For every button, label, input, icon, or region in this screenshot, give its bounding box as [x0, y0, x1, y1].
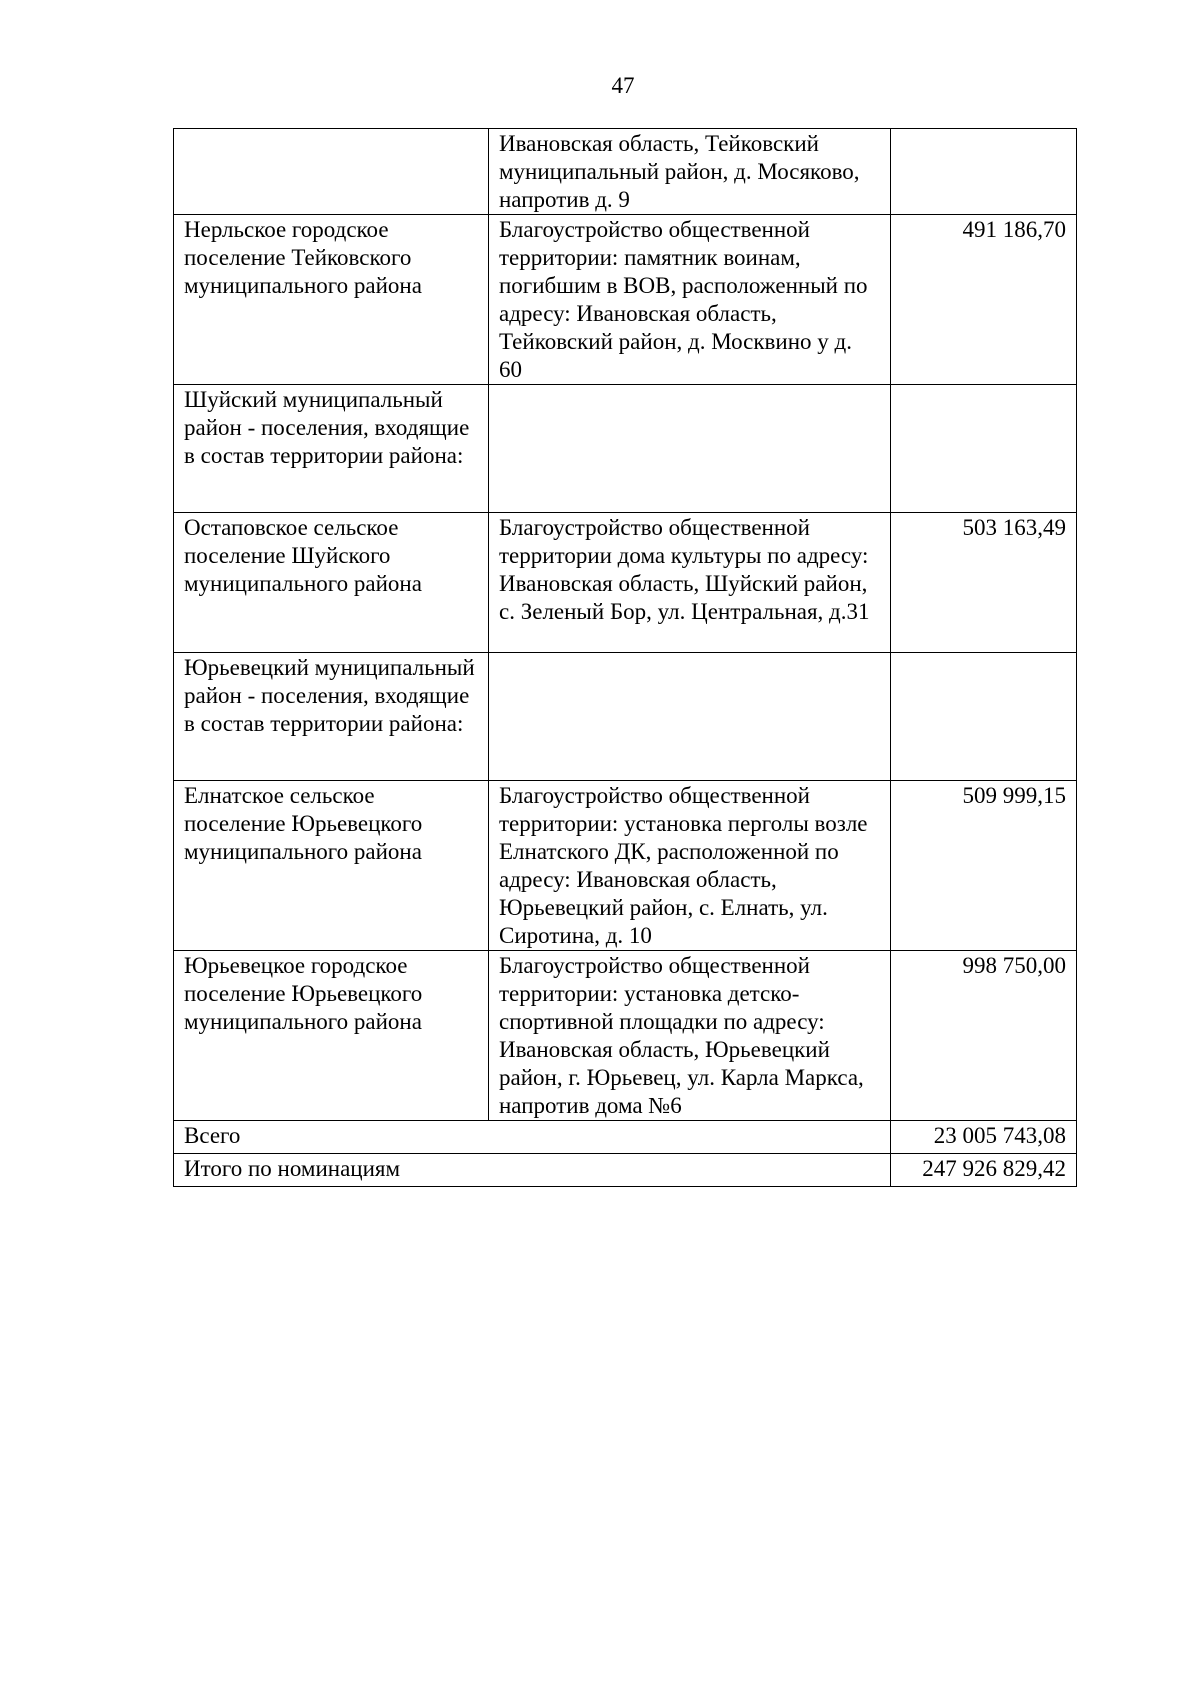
grand-total-label: Итого по номинациям: [174, 1154, 891, 1187]
table-row: [174, 129, 1077, 215]
table-row: [174, 951, 1077, 1121]
project-cell: Благоустройство общественной территории дома культуры по адресу: Ивановская область, Шуйский район, с. Зеленый Бор, ул. Центральная, д.31: [489, 513, 891, 653]
total-label: Всего: [174, 1121, 891, 1154]
page-number: 47: [611, 73, 635, 98]
table-row: [174, 215, 1077, 385]
funding-table: [173, 128, 1077, 1187]
amount-cell: 491 186,70: [891, 215, 1077, 385]
total-row: [174, 1121, 1077, 1154]
project-cell: Благоустройство общественной территории: памятник воинам, погибшим в ВОВ, расположенный по адресу: Ивановская область, Тейковский район, д. Москвино у д. 60: [489, 215, 891, 385]
table-row: [174, 781, 1077, 951]
grand-total-row: [174, 1154, 1077, 1187]
municipality-cell: Елнатское сельское поселение Юрьевецкого муниципального района: [174, 781, 489, 951]
table-row: [174, 513, 1077, 653]
project-cell: [489, 385, 891, 513]
municipality-cell: Юрьевецкий муниципальный район - поселения, входящие в состав территории района:: [174, 653, 489, 781]
table-row: [174, 385, 1077, 513]
project-cell: Благоустройство общественной территории: установка детско-спортивной площадки по адресу: Ивановская область, Юрьевецкий район, г. Юрьевец, ул. Карла Маркса, напротив дома №6: [489, 951, 891, 1121]
amount-cell: 509 999,15: [891, 781, 1077, 951]
project-cell: Благоустройство общественной территории: установка перголы возле Елнатского ДК, расположенной по адресу: Ивановская область, Юрьевецкий район, с. Елнать, ул. Сиротина, д. 10: [489, 781, 891, 951]
amount-cell: 503 163,49: [891, 513, 1077, 653]
municipality-cell: Юрьевецкое городское поселение Юрьевецкого муниципального района: [174, 951, 489, 1121]
amount-cell: [891, 129, 1077, 215]
municipality-cell: [174, 129, 489, 215]
grand-total-amount: 247 926 829,42: [891, 1154, 1077, 1187]
total-amount: 23 005 743,08: [891, 1121, 1077, 1154]
municipality-cell: Шуйский муниципальный район - поселения, входящие в состав территории района:: [174, 385, 489, 513]
municipality-cell: Нерльское городское поселение Тейковского муниципального района: [174, 215, 489, 385]
project-cell: Ивановская область, Тейковский муниципальный район, д. Мосяково, напротив д. 9: [489, 129, 891, 215]
amount-cell: 998 750,00: [891, 951, 1077, 1121]
municipality-cell: Остаповское сельское поселение Шуйского муниципального района: [174, 513, 489, 653]
amount-cell: [891, 653, 1077, 781]
project-cell: [489, 653, 891, 781]
table-row: [174, 653, 1077, 781]
amount-cell: [891, 385, 1077, 513]
